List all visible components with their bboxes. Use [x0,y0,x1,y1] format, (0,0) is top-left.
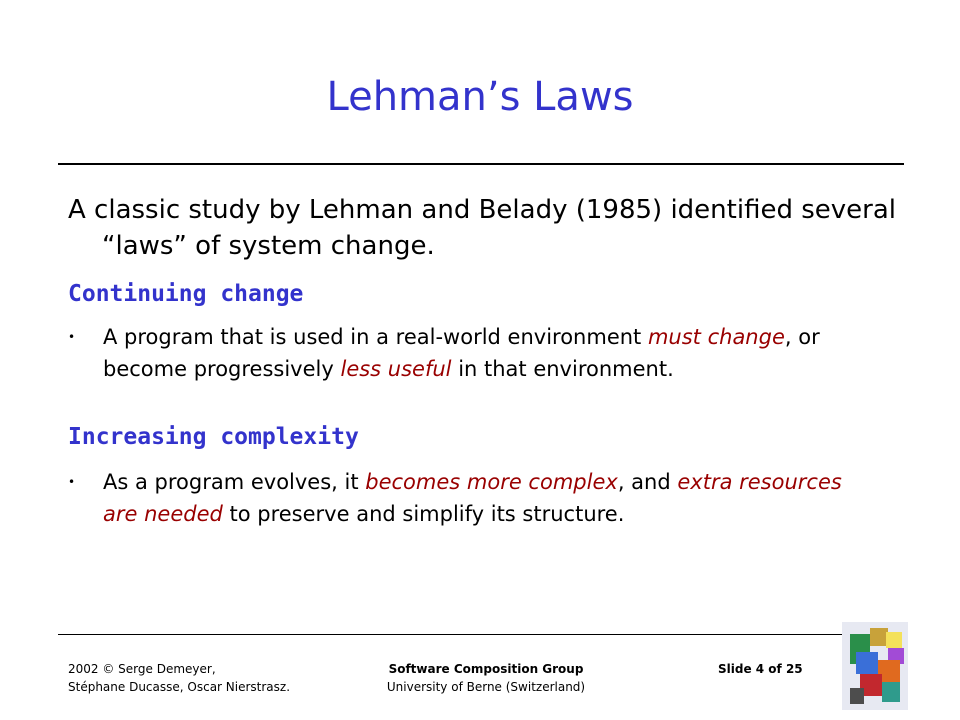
bullet-emphasis: must change [647,325,785,349]
bullet-emphasis: less useful [340,357,452,381]
intro-text: A classic study by Lehman and Belady (1985) identified several “laws” of system change. [68,195,896,261]
bullet-continuing-change [68,321,858,385]
scg-logo-icon [842,622,908,710]
bullet-increasing-complexity [68,466,858,530]
bullet-text-part: A program that is used in a real-world environment [103,325,648,349]
title-divider [58,163,904,165]
bullet-emphasis: becomes more complex [365,470,618,494]
bullet-text-part: , and [617,470,678,494]
bullet-text-part: to preserve and simplify its structure. [222,502,625,526]
footer-copyright-line1: 2002 © Serge Demeyer, [68,662,216,676]
bullet-emphasis: extra resources are needed [103,470,842,526]
footer-copyright-line2: Stéphane Ducasse, Oscar Nierstrasz. [68,680,291,694]
footer-divider [58,634,844,635]
footer-group-name: Software Composition Group [388,662,584,676]
slide-number: Slide 4 of 25 [718,662,803,676]
bullet-text [103,321,858,385]
slide-title: Lehman’s Laws [326,74,634,120]
footer-organization [356,660,616,696]
section-heading-continuing-change: Continuing change [68,281,304,307]
bullet-text-part: in that environment. [451,357,674,381]
bullet-dot-icon: • [68,330,76,344]
footer-copyright [68,660,290,696]
bullet-dot-icon: • [68,475,76,489]
bullet-text-part: , or become progressively [103,325,820,381]
footer-university: University of Berne (Switzerland) [386,680,586,694]
section-heading-increasing-complexity: Increasing complexity [68,424,359,450]
bullet-text-part: As a program evolves, it [103,470,366,494]
bullet-text [103,466,858,530]
